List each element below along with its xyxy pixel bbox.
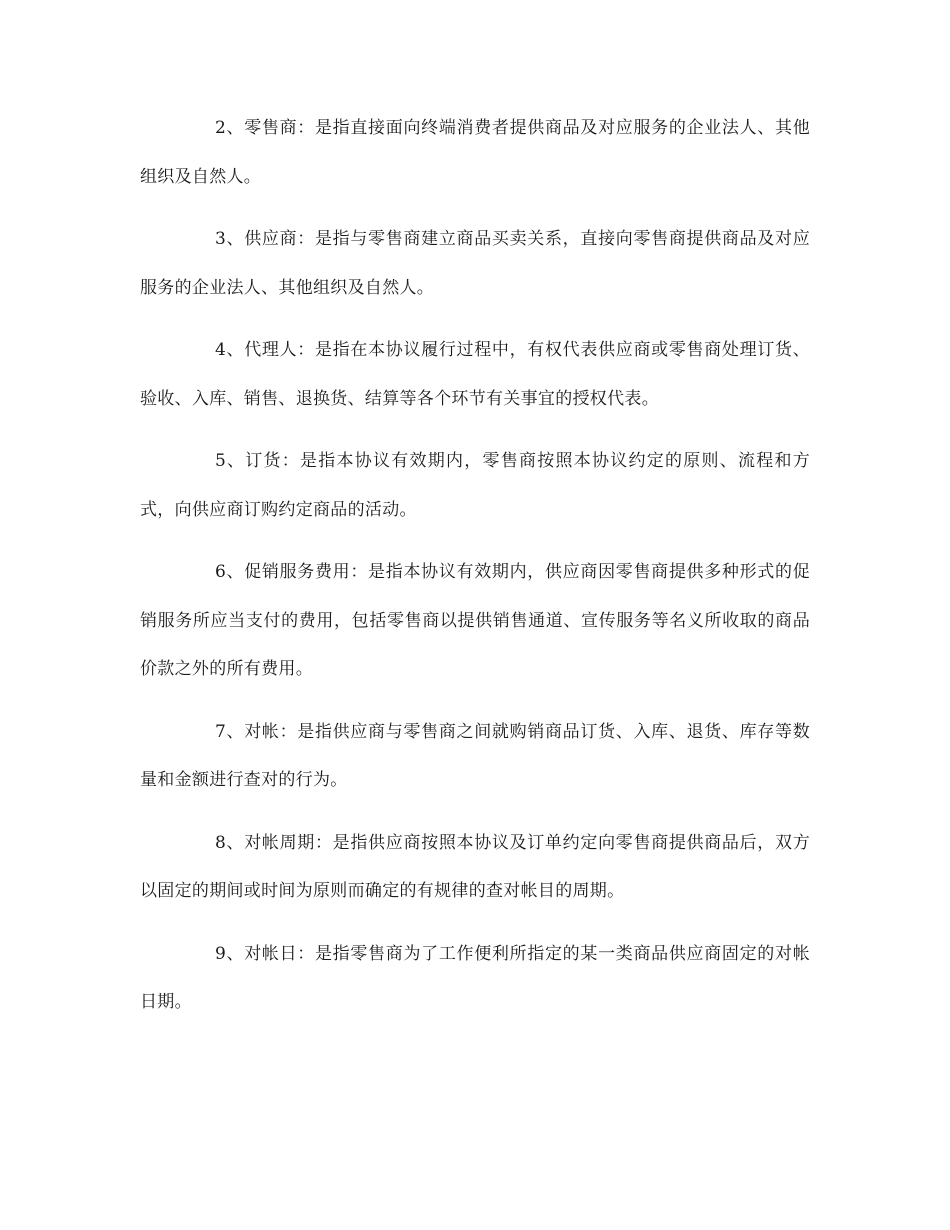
definition-paragraph-retailer: 2、零售商：是指直接面向终端消费者提供商品及对应服务的企业法人、其他组织及自然人。 [140,118,810,187]
definition-paragraph-promotion-fees: 6、促销服务费用：是指本协议有效期内，供应商因零售商提供多种形式的促销服务所应当支付的费用，包括零售商以提供销售通道、宣传服务等名义所收取的商品价款之外的所有费用。 [140,562,810,679]
document-body [140,104,810,1041]
definition-paragraph-reconciliation-period: 8、对帐周期：是指供应商按照本协议及订单约定向零售商提供商品后，双方以固定的期间或时间为原则而确定的有规律的查对帐目的周期。 [140,832,810,901]
definition-paragraph-agent: 4、代理人：是指在本协议履行过程中，有权代表供应商或零售商处理订货、验收、入库、销售、退换货、结算等各个环节有关事宜的授权代表。 [140,340,810,409]
definition-paragraph-ordering: 5、订货：是指本协议有效期内，零售商按照本协议约定的原则、流程和方式，向供应商订购约定商品的活动。 [140,451,810,520]
definition-paragraph-supplier: 3、供应商：是指与零售商建立商品买卖关系，直接向零售商提供商品及对应服务的企业法人、其他组织及自然人。 [140,229,810,298]
definition-paragraph-reconciliation-day: 9、对帐日：是指零售商为了工作便利所指定的某一类商品供应商固定的对帐日期。 [140,943,810,1012]
definition-paragraph-reconciliation: 7、对帐：是指供应商与零售商之间就购销商品订货、入库、退货、库存等数量和金额进行查对的行为。 [140,721,810,790]
